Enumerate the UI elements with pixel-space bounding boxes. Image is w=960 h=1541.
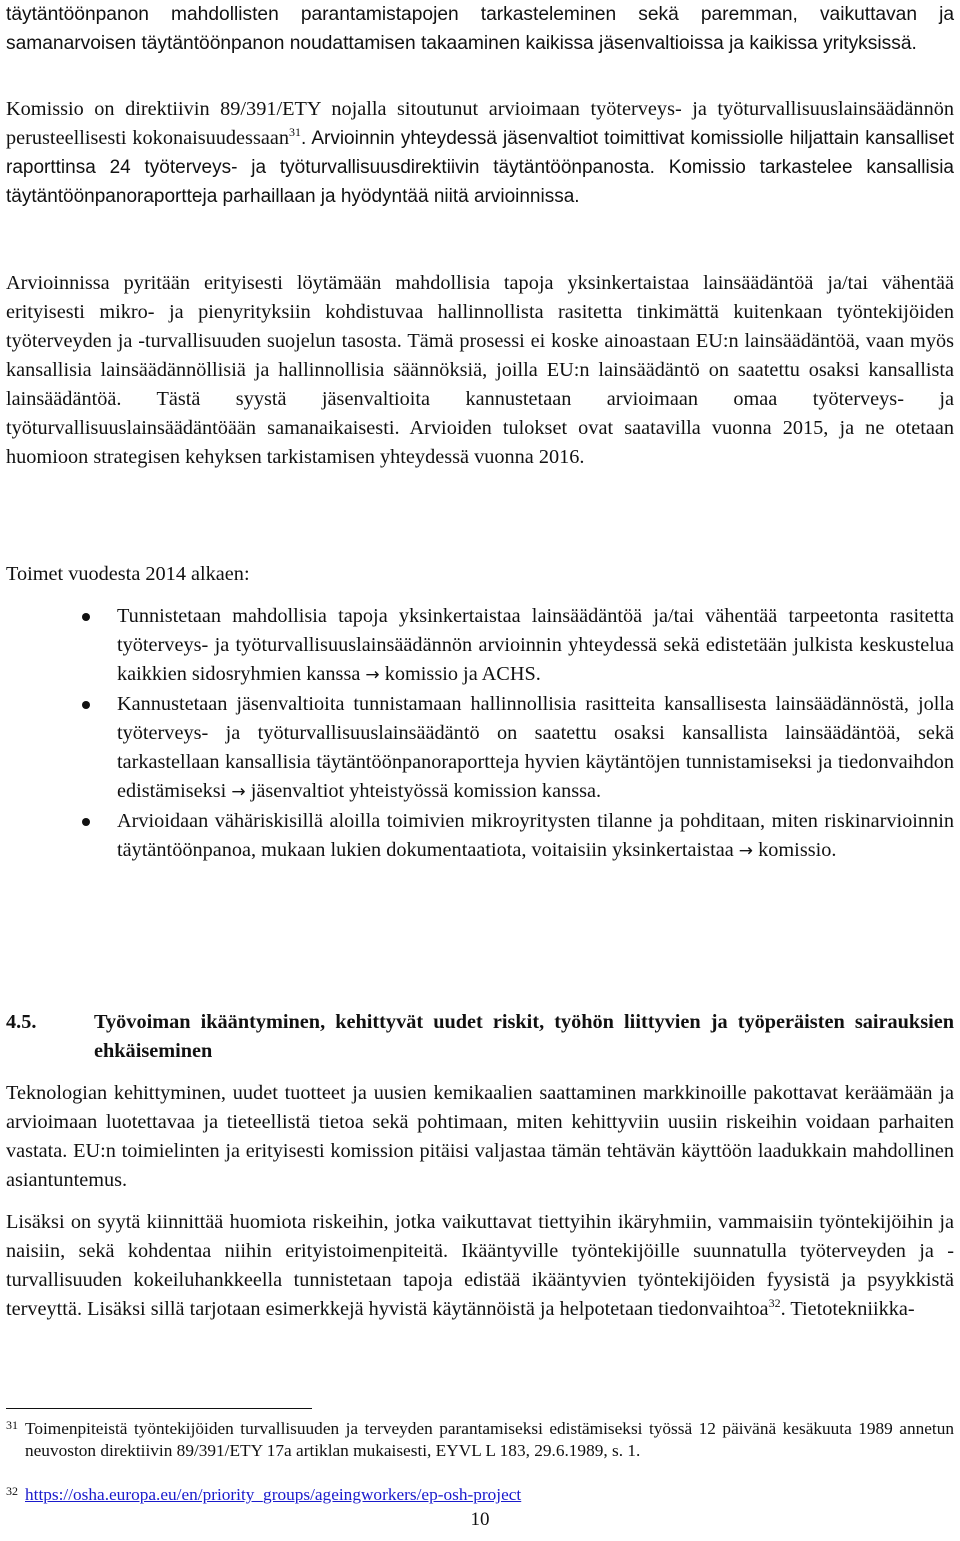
footnote-text: Toimenpiteistä työntekijöiden turvallisuuden ja terveyden parantamiseksi edistämiseksi työssä 12 päivänä kesäkuuta 1989 annetun neuvoston direktiivin 89/391/ETY 17a artiklan mukaisesti, EYVL L 183, 29.6.1989, s. 1. [25, 1419, 954, 1460]
list-item [6, 807, 954, 866]
paragraph-ageing-workers: Lisäksi on syytä kiinnittää huomiota riskeihin, jotka vaikuttavat tiettyihin ikäryhmiin, vammaisiin työntekijöihin ja naisiin, sekä kohdentaa niihin erityistoimenpiteitä. Ikääntyville työntekijöille suunnatulla työterveyden ja -turvallisuuden kokeiluhankkeella tunnistetaan tapoja edistää ikääntyvien työntekijöiden fyysistä ja psyykkistä terveyttä. Lisäksi sillä tarjotaan esimerkkejä hyvistä käytännöistä ja helpotetaan tiedonvaihtoa$^{32}$. Tietotekniikka- [6, 1211, 954, 1320]
action-responsible: komissio ja ACHS. [384, 663, 541, 685]
action-item-text: Arvioidaan vähäriskisillä aloilla toimivien mikroyritysten tilanne ja pohditaan, miten riskinarvioinnin täytäntöönpanoa, mukaan lukien dokumentaatiota, voitaisiin yksinkertaistaa → komissio. [117, 810, 954, 861]
footnote-separator [6, 1408, 312, 1409]
bullet-icon [82, 818, 90, 826]
arrow-right-icon: → [231, 782, 246, 802]
paragraph-intro: täytäntöönpanon mahdollisten parantamistapojen tarkasteleminen sekä paremman, vaikuttavan ja samanarvoisen täytäntöönpanon noudattamisen takaaminen kaikissa jäsenvaltioissa ja kaikissa yrityksissä. [6, 4, 954, 54]
footnote-31 [6, 1418, 954, 1462]
action-responsible: jäsenvaltiot yhteistyössä komission kanssa. [250, 780, 602, 802]
arrow-right-icon: → [365, 665, 380, 685]
actions-title: Toimet vuodesta 2014 alkaen: [6, 563, 250, 585]
action-responsible: komissio. [758, 839, 837, 861]
footnote-number: 32 [6, 1484, 18, 1498]
bullet-icon [82, 701, 90, 709]
bullet-icon [82, 613, 90, 621]
list-item [6, 602, 954, 690]
section-heading [6, 1008, 954, 1066]
list-item [6, 690, 954, 807]
actions-list [6, 602, 954, 866]
paragraph-emerging-risks: Teknologian kehittyminen, uudet tuotteet ja uusien kemikaalien saattaminen markkinoille pakottavat keräämään ja arvioimaan luotettavaa ja tieteellistä tietoa sekä pohtimaan, miten kehittyviin uusiin riskeihin voidaan parhaiten vastata. EU:n toimielinten ja erityisesti komission pitäisi valjastaa tämän tehtävän käyttöön laadukkain mahdollinen asiantuntemus. [6, 1082, 954, 1191]
footnote-ref-31[interactable]: 31 [289, 125, 301, 140]
section-title: Työvoiman ikääntyminen, kehittyvät uudet riskit, työhön liittyvien ja työperäisten sairauksien ehkäiseminen [94, 1011, 954, 1062]
paragraph-simplification: Arvioinnissa pyritään erityisesti löytämään mahdollisia tapoja yksinkertaistaa lainsäädäntöä ja/tai vähentää erityisesti mikro- ja pienyrityksiin kohdistuvaa hallinnollista rasitetta tinkimättä kuitenkaan työntekijöiden työterveyden ja -turvallisuuden suojelun tasosta. Tämä prosessi ei koske ainoastaan EU:n lainsäädäntöä, vaan myös kansallisia lainsäädännöllisiä ja hallinnollisia säännöksiä, joilla EU:n lainsäädäntö on saatettu osaksi kansallista lainsäädäntöä. Tästä syystä jäsenvaltioita kannustetaan arvioimaan omaa työterveys- ja työturvallisuuslainsäädäntöään samanaikaisesti. Arvioiden tulokset ovat saatavilla vuonna 2015, ja ne otetaan huomioon strategisen kehyksen tarkistamisen yhteydessä vuonna 2016. [6, 272, 954, 468]
footnote-32 [6, 1484, 954, 1506]
section-number: 4.5. [6, 1011, 37, 1033]
action-item-text: Tunnistetaan mahdollisia tapoja yksinkertaistaa lainsäädäntöä ja/tai vähentää tarpeetonta rasitetta työterveys- ja työturvallisuuslainsäädännön arvioinnin yhteydessä sekä edistetään julkista keskustelua kaikkien sidosryhmien kanssa → komissio ja ACHS. [117, 605, 954, 685]
footnote-link[interactable]: https://osha.europa.eu/en/priority_groups/ageingworkers/ep-osh-project [25, 1485, 522, 1504]
action-item-text: Kannustetaan jäsenvaltioita tunnistamaan hallinnollisia rasitteita kansallisesta lainsäädännöstä, jolla työterveys- ja työturvallisuuslainsäädäntö on saatettu osaksi kansallista lainsäädäntöä, sekä tarkastellaan kansallisia täytäntöönpanoraportteja hyvien käytäntöjen tunnistamiseksi ja tiedonvaihdon edistämiseksi → jäsenvaltiot yhteistyössä komission kanssa. [117, 693, 954, 802]
page-number: 10 [470, 1509, 490, 1530]
paragraph-evaluation-part2: . Arvioinnin yhteydessä jäsenvaltiot toimittivat komissiolle hiljattain kansalliset raporttinsa 24 työterveys- ja työturvallisuusdirektiivin täytäntöönpanosta. Komissio tarkastelee kansallisia täytäntöönpanoraportteja parhaillaan ja hyödyntää niitä arvioinnissa. [6, 128, 955, 207]
paragraph-evaluation-part1: Komissio on direktiivin 89/391/ETY nojalla sitoutunut arvioimaan työterveys- ja työturvallisuuslainsäädännön perusteellisesti kokonaisuudessaan [6, 98, 954, 149]
arrow-right-icon: → [738, 841, 754, 861]
paragraph-evaluation [6, 95, 954, 211]
footnote-ref-32[interactable]: 32 [768, 1296, 781, 1311]
footnote-number: 31 [6, 1418, 18, 1432]
